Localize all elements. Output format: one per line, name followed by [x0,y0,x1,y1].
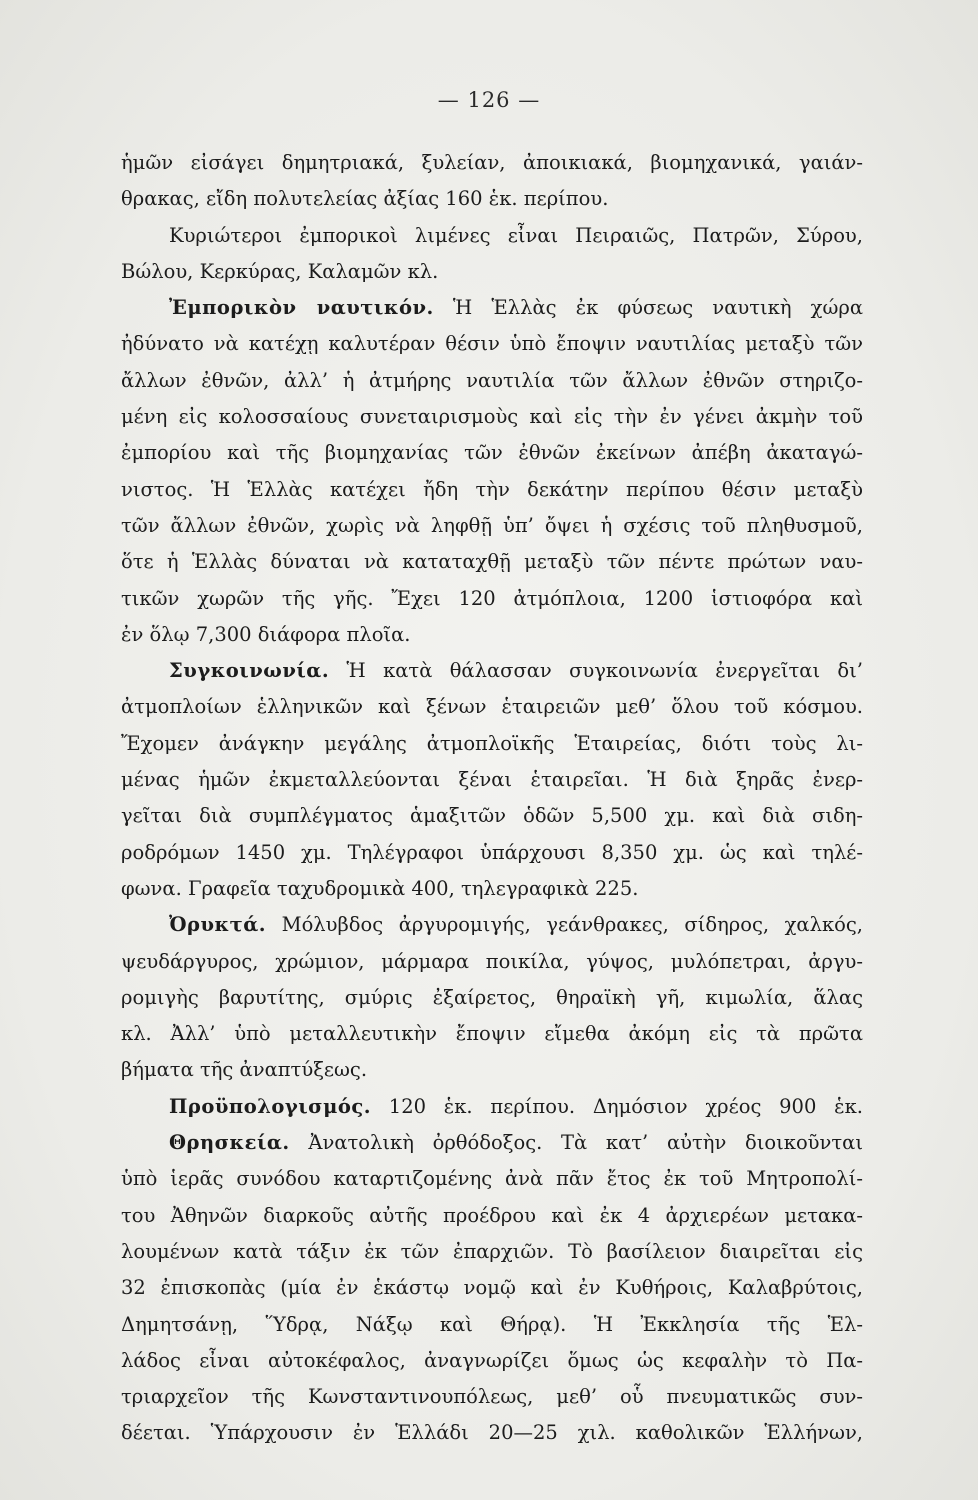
text-line [121,689,863,725]
text-line [121,617,863,653]
text-line [121,1343,863,1379]
line-text: ὅτε ἡ Ἑλλὰς δύναται νὰ καταταχθῇ μεταξὺ τῶν πέντε πρώτων ναυ- [121,550,863,574]
text-line [121,653,863,689]
line-text: τικῶν χωρῶν τῆς γῆς. Ἔχει 120 ἀτμόπλοια, 1200 ἱστιοφόρα καὶ [121,586,863,610]
line-text: μένας ἡμῶν ἐκμεταλλεύονται ξέναι ἑταιρεῖαι. Ἡ διὰ ξηρᾶς ἐνερ- [121,768,863,792]
text-line [121,1125,863,1161]
line-text: ροδρόμων 1450 χμ. Τηλέγραφοι ὑπάρχουσι 8,350 χμ. ὡς καὶ τηλέ- [121,840,863,864]
line-text: ὑπὸ ἱερᾶς συνόδου καταρτιζομένης ἀνὰ πᾶν ἔτος ἐκ τοῦ Μητροπολί- [121,1167,863,1191]
line-text: ἠδύνατο νὰ κατέχῃ καλυτέραν θέσιν ὑπὸ ἔποψιν ναυτιλίας μεταξὺ τῶν [121,332,863,356]
line-text: ρομιγὴς βαρυτίτης, σμύρις ἐξαίρετος, θηραϊκὴ γῆ, κιμωλία, ἅλας [121,985,863,1009]
text-line [121,1016,863,1052]
text-line [121,871,863,907]
line-text: νιστος. Ἡ Ἑλλὰς κατέχει ἤδη τὴν δεκάτην περίπου θέσιν μεταξὺ [121,477,863,501]
text-line [121,1052,863,1088]
text-line [121,1089,863,1125]
line-text: ἐμπορίου καὶ τῆς βιομηχανίας τῶν ἐθνῶν ἐκείνων ἀπέβη ἀκαταγώ- [121,441,863,465]
line-text: ἡμῶν εἰσάγει δημητριακά, ξυλείαν, ἀποικιακά, βιομηχανικά, γαιάν- [121,151,863,174]
line-text: φωνα. Γραφεῖα ταχυδρομικὰ 400, τηλεγραφικὰ 225. [121,876,639,900]
line-text: 120 ἑκ. περίπου. Δημόσιον χρέος 900 ἑκ. [371,1094,863,1118]
text-line [121,218,863,254]
text-line [121,1198,863,1234]
text-line [121,544,863,580]
line-text: λουμένων κατὰ τάξιν ἐκ τῶν ἐπαρχιῶν. Τὸ βασίλειον διαιρεῖται εἰς [121,1239,863,1263]
text-line [121,762,863,798]
section-heading: Ἐμπορικὸν ναυτικόν. [169,296,434,320]
line-text: Μόλυβδος ἀργυρομιγής, γεάνθρακες, σίδηρος, χαλκός, [266,913,863,937]
text-line [121,1415,863,1451]
text-line [121,1234,863,1270]
line-text: ἐν ὅλῳ 7,300 διάφορα πλοῖα. [121,622,411,646]
section-heading: Προϋπολογισμός. [169,1094,372,1118]
text-line [121,145,863,181]
page-number: — 126 — [437,88,541,112]
text-line [121,326,863,362]
line-text: ἄλλων ἐθνῶν, ἀλλ’ ἡ ἀτμήρης ναυτιλία τῶν ἄλλων ἐθνῶν στηριζο- [121,368,863,392]
line-text: ἀτμοπλοίων ἑλληνικῶν καὶ ξένων ἑταιρειῶν μεθ’ ὅλου τοῦ κόσμου. [121,695,863,719]
section-heading: Συγκοινωνία. [169,659,330,683]
text-line [121,907,863,943]
text-line [121,726,863,762]
section-heading: Θρησκεία. [169,1131,290,1155]
line-text: του Ἀθηνῶν διαρκοῦς αὐτῆς προέδρου καὶ ἐκ 4 ἀρχιερέων μετακα- [121,1203,863,1227]
line-text: γεῖται διὰ συμπλέγματος ἁμαξιτῶν ὁδῶν 5,500 χμ. καὶ διὰ σιδη- [121,804,863,828]
text-line [121,1379,863,1415]
text-line [121,363,863,399]
line-text: τριαρχεῖον τῆς Κωνσταντινουπόλεως, μεθ’ οὗ πνευματικῶς συν- [121,1385,863,1409]
line-text: τῶν ἄλλων ἐθνῶν, χωρὶς νὰ ληφθῇ ὑπ’ ὄψει ἡ σχέσις τοῦ πληθυσμοῦ, [121,513,863,537]
line-text: Βώλου, Κερκύρας, Καλαμῶν κλ. [121,259,439,283]
text-line [121,798,863,834]
line-text: Ἡ κατὰ θάλασσαν συγκοινωνία ἐνεργεῖται δι’ [329,659,863,683]
text-line [121,581,863,617]
line-text: βήματα τῆς ἀναπτύξεως. [121,1058,368,1082]
line-text: μένη εἰς κολοσσαίους συνεταιρισμοὺς καὶ εἰς τὴν ἐν γένει ἀκμὴν τοῦ [121,405,863,429]
text-line [121,472,863,508]
text-line [121,435,863,471]
text-line [121,1270,863,1306]
text-line [121,1161,863,1197]
line-text: Ἀνατολικὴ ὀρθόδοξος. Τὰ κατ’ αὐτὴν διοικοῦνται [289,1131,863,1155]
text-line [121,508,863,544]
line-text: θρακας, εἴδη πολυτελείας ἀξίας 160 ἑκ. περίπου. [121,187,609,211]
line-text: Ἡ Ἑλλὰς ἐκ φύσεως ναυτικὴ χώρα [433,296,863,320]
text-line [121,399,863,435]
line-text: ψευδάργυρος, χρώμιον, μάρμαρα ποικίλα, γύψος, μυλόπετραι, ἀργυ- [121,949,863,973]
line-text: λάδος εἶναι αὐτοκέφαλος, ἀναγνωρίζει ὅμως ὡς κεφαλὴν τὸ Πα- [121,1348,863,1372]
text-line [121,980,863,1016]
line-text: Ἔχομεν ἀνάγκην μεγάλης ἀτμοπλοϊκῆς Ἑταιρείας, διότι τοὺς λι- [121,731,863,755]
line-text: Κυριώτεροι ἐμπορικοὶ λιμένες εἶναι Πειραιῶς, Πατρῶν, Σύρου, [169,223,863,247]
section-heading: Ὀρυκτά. [169,913,267,937]
text-line [121,181,863,217]
text-line [121,1307,863,1343]
text-line [121,290,863,326]
text-line [121,254,863,290]
body-text [121,145,863,1452]
line-text: κλ. Ἀλλ’ ὑπὸ μεταλλευτικὴν ἔποψιν εἴμεθα ἀκόμη εἰς τὰ πρῶτα [121,1022,863,1046]
text-line [121,944,863,980]
line-text: Δημητσάνῃ, Ὕδρᾳ, Νάξῳ καὶ Θήρᾳ). Ἡ Ἐκκλησία τῆς Ἑλ- [121,1312,863,1336]
line-text: 32 ἐπισκοπὰς (μία ἐν ἑκάστῳ νομῷ καὶ ἐν Κυθήροις, Καλαβρύτοις, [121,1276,863,1300]
text-line [121,835,863,871]
line-text: δέεται. Ὑπάρχουσιν ἐν Ἑλλάδι 20—25 χιλ. καθολικῶν Ἑλλήνων, [121,1421,863,1445]
